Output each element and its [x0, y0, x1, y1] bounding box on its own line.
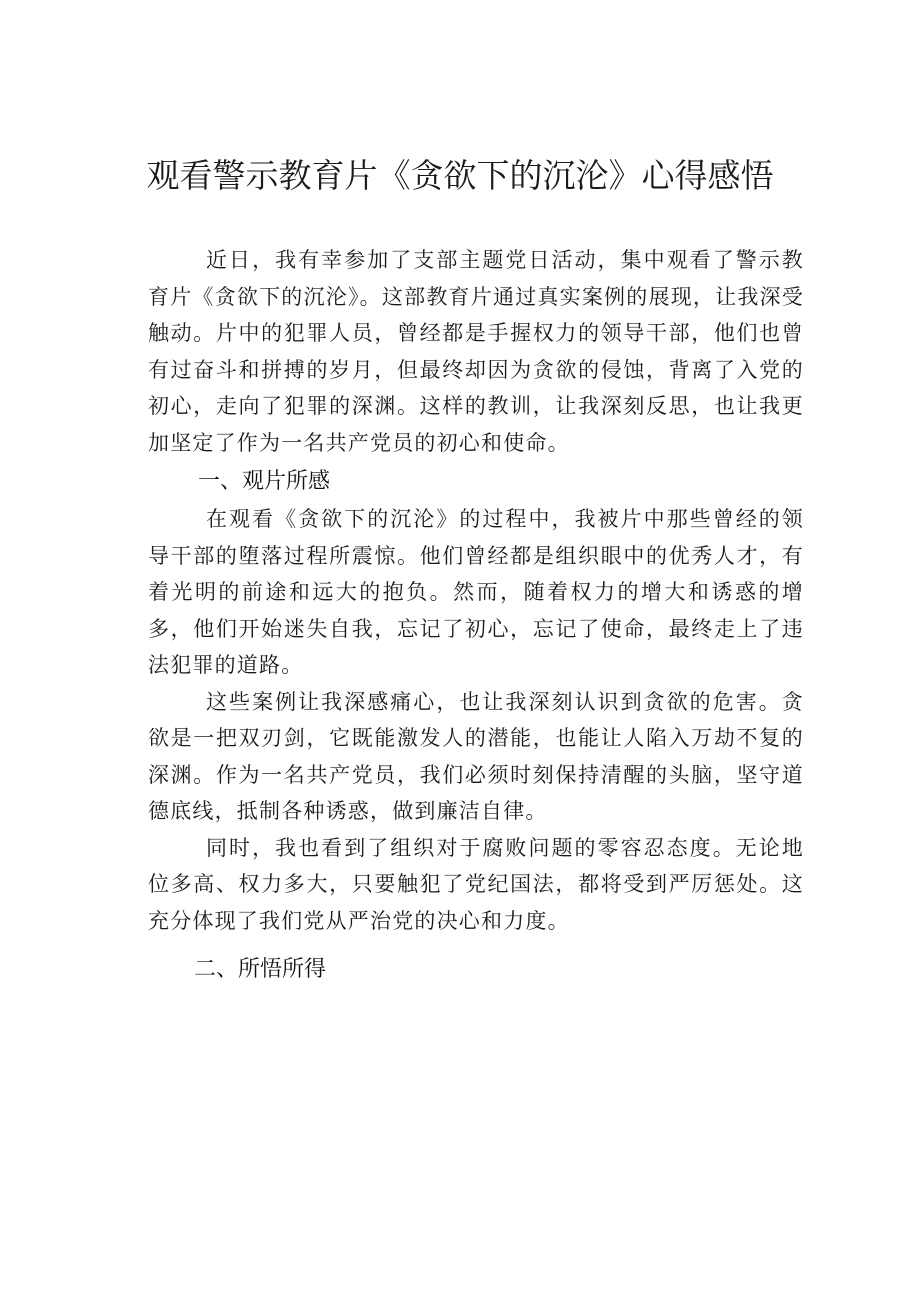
section-1-paragraph-1: 在观看《贪欲下的沉沦》的过程中，我被片中那些曾经的领导干部的堕落过程所震惊。他们曾经都是组织眼中的优秀人才，有着光明的前途和远大的抱负。然而，随着权力的增大和诱惑的增多，他们开始迷失自我，忘记了初心，忘记了使命，最终走上了违法犯罪的道路。 — [148, 507, 804, 677]
intro-paragraph: 近日，我有幸参加了支部主题党日活动，集中观看了警示教育片《贪欲下的沉沦》。这部教育片通过真实案例的展现，让我深受触动。片中的犯罪人员，曾经都是手握权力的领导干部，他们也曾有过奋斗和拼搏的岁月，但最终却因为贪欲的侵蚀，背离了入党的初心，走向了犯罪的深渊。这样的教训，让我深刻反思，也让我更加坚定了作为一名共产党员的初心和使命。 — [148, 248, 804, 455]
section-1-paragraph-2: 这些案例让我深感痛心，也让我深刻认识到贪欲的危害。贪欲是一把双刃剑，它既能激发人的潜能，也能让人陷入万劫不复的深渊。作为一名共产党员，我们必须时刻保持清醒的头脑，坚守道德底线，抵制各种诱惑，做到廉洁自律。 — [148, 689, 804, 823]
document-title: 观看警示教育片《贪欲下的沉沦》心得感悟 — [146, 156, 774, 195]
section-1-heading: 一、观片所感 — [198, 469, 331, 494]
section-1-paragraph-3: 同时，我也看到了组织对于腐败问题的零容忍态度。无论地位多高、权力多大，只要触犯了党纪国法，都将受到严厉惩处。这充分体现了我们党从严治党的决心和力度。 — [148, 835, 804, 933]
section-2-heading: 二、所悟所得 — [194, 957, 327, 982]
document-body — [148, 242, 804, 989]
